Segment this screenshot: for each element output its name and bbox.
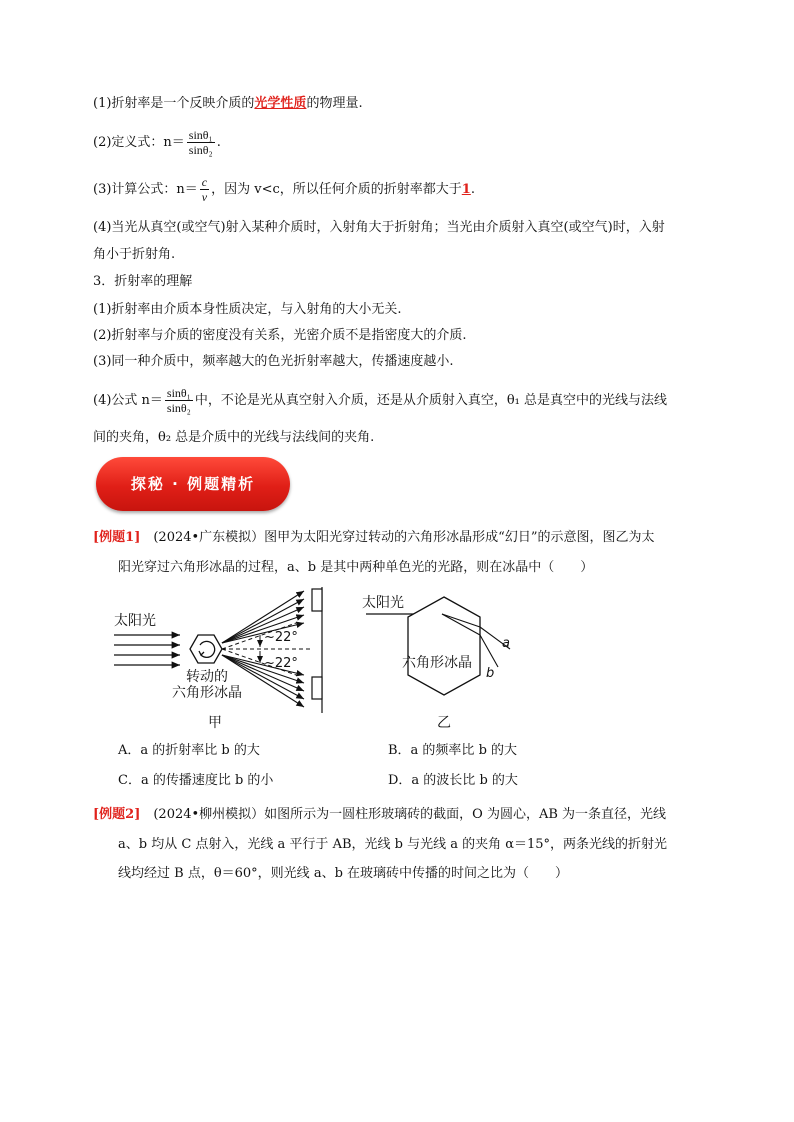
option-d[interactable]: D．a 的波长比 b 的大 [388, 773, 518, 788]
example-1-line-1 [93, 529, 654, 547]
understanding-2: (2)折射率与介质的密度没有关系，光密介质不是指密度大的介质. [93, 328, 467, 343]
example-1-text: (2024•广东模拟）图甲为太阳光穿过转动的六角形冰晶形成“幻日”的示意图，图乙为太 [140, 530, 655, 545]
option-a[interactable]: A．a 的折射率比 b 的大 [118, 743, 260, 758]
item-2-text: (2)定义式：n＝ [93, 135, 185, 150]
example-2-tag: [例题2] [93, 807, 141, 822]
item-1-text: (1)折射率是一个反映介质的 [93, 96, 255, 111]
crystal-caption-line-1: 转动的 [186, 669, 228, 685]
fraction-numerator: sinθ₁ [188, 128, 213, 142]
figure-caption-right: 乙 [437, 715, 451, 731]
understanding-4-text: (4)公式 n＝ [93, 393, 163, 408]
angle-label-top: ~22° [264, 630, 298, 645]
item-1-end: 的物理量. [306, 96, 363, 111]
item-2 [93, 126, 221, 160]
example-1-line-2: 阳光穿过六角形冰晶的过程，a、b 是其中两种单色光的光路，则在冰晶中（ ） [118, 560, 594, 575]
fraction-denominator: sinθ₂ [166, 401, 191, 415]
example-2-line-1 [93, 806, 666, 824]
understanding-3: (3)同一种介质中，频率越大的色光折射率越大，传播速度越小. [93, 354, 454, 369]
crystal-caption-line-2: 六角形冰晶 [172, 685, 242, 701]
sunlight-label-right: 太阳光 [362, 595, 404, 611]
highlight-one: 1 [461, 182, 471, 197]
figure-ice-crystal [100, 583, 520, 733]
sunlight-label-left: 太阳光 [114, 613, 156, 629]
definition-fraction [187, 128, 215, 157]
section-3-heading: 3．折射率的理解 [93, 274, 193, 289]
fraction-numerator: sinθ₁ [166, 386, 191, 400]
item-4-line-2: 角小于折射角. [93, 247, 176, 262]
understanding-4-line-2: 间的夹角，θ₂ 总是介质中的光线与法线间的夹角. [93, 430, 375, 445]
ray-b-label: b [486, 666, 495, 681]
understanding-4 [93, 384, 667, 418]
hexagon-label: 六角形冰晶 [402, 655, 472, 671]
option-b[interactable]: B．a 的频率比 b 的大 [388, 743, 518, 758]
item-1 [93, 95, 363, 113]
item-2-end: . [216, 135, 221, 150]
option-c[interactable]: C．a 的传播速度比 b 的小 [118, 773, 274, 788]
fraction-denominator: sinθ₂ [188, 143, 213, 157]
understanding-4-end: 中，不论是光从真空射入介质，还是从介质射入真空，θ₁ 总是真空中的光线与法线 [194, 393, 668, 408]
item-3-text: (3)计算公式：n＝ [93, 182, 198, 197]
item-4-line-1: (4)当光从真空(或空气)射入某种介质时，入射角大于折射角；当光由介质射入真空(或空气)时，入射 [93, 220, 665, 235]
formula-fraction [200, 175, 209, 204]
example-2-line-3: 线均经过 B 点，θ＝60°，则光线 a、b 在玻璃砖中传播的时间之比为（ ） [118, 866, 569, 881]
angle-label-bottom: ~22° [264, 656, 298, 671]
incoming-rays-left [114, 635, 180, 665]
hexagon-crystal [408, 597, 480, 695]
screen-panels [312, 587, 322, 713]
rotating-crystal-icon [190, 635, 222, 663]
example-2-text: (2024•柳州模拟）如图所示为一圆柱形玻璃砖的截面，O 为圆心，AB 为一条直径，光线 [140, 807, 667, 822]
highlight-optical-property: 光学性质 [254, 96, 307, 111]
formula-fraction-2 [165, 386, 193, 415]
fraction-numerator: c [201, 175, 208, 189]
section-badge: 探秘 · 例题精析 [96, 457, 290, 511]
figure-caption-left: 甲 [208, 715, 222, 731]
fraction-denominator: v [201, 190, 208, 204]
understanding-1: (1)折射率由介质本身性质决定，与入射角的大小无关. [93, 302, 402, 317]
item-3-middle: ，因为 v<c，所以任何介质的折射率都大于 [211, 182, 462, 197]
example-1-tag: [例题1] [93, 530, 141, 545]
example-2-line-2: a、b 均从 C 点射入，光线 a 平行于 AB，光线 b 与光线 a 的夹角 α＝15°，两条光线的折射光 [118, 837, 668, 852]
item-3-end: . [470, 182, 475, 197]
ray-a-label: a [502, 636, 510, 651]
item-3 [93, 173, 475, 207]
